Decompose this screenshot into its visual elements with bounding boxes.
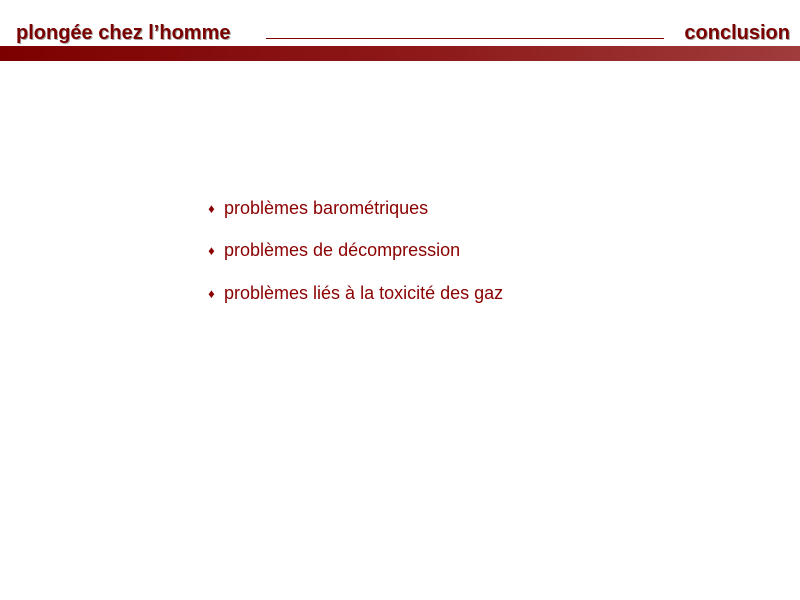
bullet-text: problèmes de décompression bbox=[224, 240, 461, 260]
bullet-text: problèmes barométriques bbox=[224, 197, 429, 218]
bullet-item-decompression bbox=[205, 239, 503, 263]
bullet-item-barometric bbox=[205, 196, 503, 220]
slide-title: plongée chez l’homme bbox=[16, 22, 231, 44]
bullet-item-gas-toxicity bbox=[205, 281, 503, 305]
diamond-bullet-icon: ♦ bbox=[208, 285, 215, 301]
diamond-bullet-icon: ♦ bbox=[208, 200, 215, 216]
bullet-text: problèmes liés à la toxicité des gaz bbox=[224, 282, 504, 303]
section-label: conclusion bbox=[684, 22, 790, 44]
header-divider bbox=[266, 38, 664, 39]
header-gradient-band bbox=[0, 46, 800, 61]
diamond-bullet-icon: ♦ bbox=[208, 243, 215, 258]
bullet-list bbox=[205, 196, 503, 324]
